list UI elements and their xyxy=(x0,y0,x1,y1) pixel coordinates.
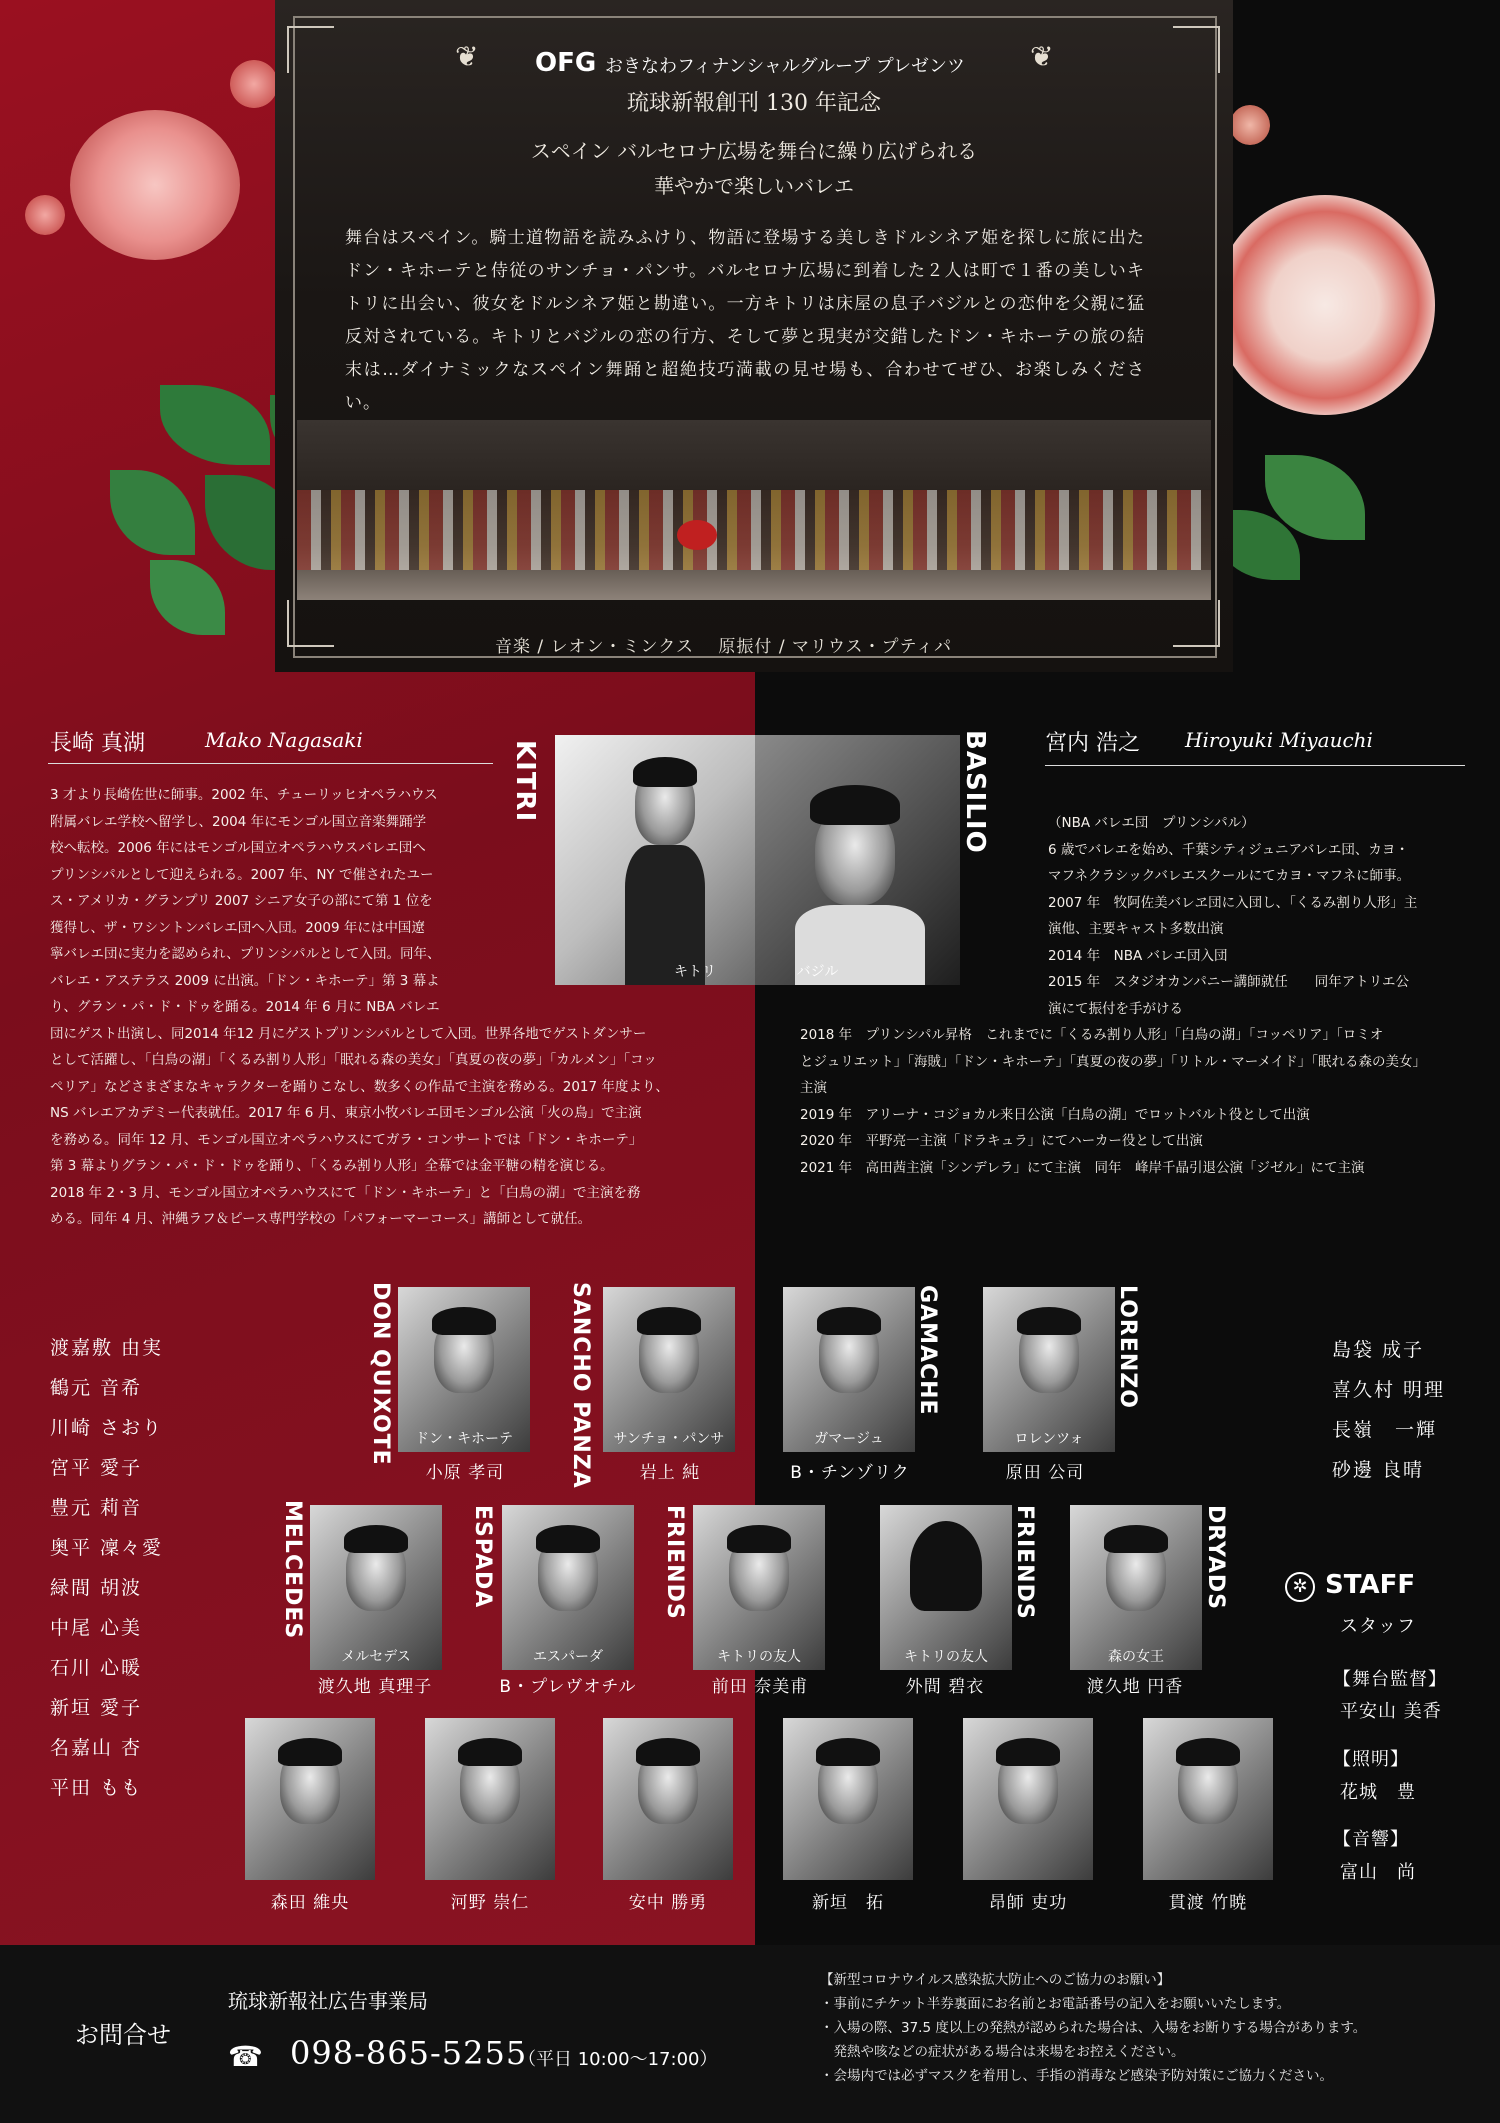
presents-text: おきなわフィナンシャルグループ プレゼンツ xyxy=(605,56,966,77)
cast-name: 貫渡 竹暁 xyxy=(1168,1893,1248,1913)
ensemble-list-right xyxy=(1332,1330,1445,1490)
cast-photo xyxy=(1143,1718,1273,1880)
ensemble-list-left xyxy=(50,1328,163,1808)
list-item: 川崎 さおり xyxy=(50,1417,164,1439)
cast-name: 新垣 拓 xyxy=(812,1893,884,1913)
divider xyxy=(1045,765,1465,766)
cast-photo: ガマージュ xyxy=(783,1287,915,1452)
role-label: MELCEDES xyxy=(280,1500,305,1640)
basilio-bio-top: （NBA バレエ団 プリンシパル） 6 歳でバレエを始め、千葉シティジュニアバレエ団、カヨ・ マフネクラシックバレエスクールにてカヨ・マフネに師事。 2007 年 牧阿佐美バレヱ団に入団し、「くるみ割り人形」主 演他、主要キャスト多数出演 2014 年 NBA バレエ団入団 2015 年 スタジオカンパニー講師就任 同年アトリエ公 演にて振付を手がける xyxy=(1048,815,1418,1017)
cast-photo xyxy=(603,1718,733,1880)
role-label: SANCHO PANZA xyxy=(568,1282,593,1489)
cast-photo xyxy=(783,1718,913,1880)
cast-photo xyxy=(245,1718,375,1880)
role-label: DON QUIXOTE xyxy=(368,1282,393,1466)
kitri-script-name: Mako Nagasaki xyxy=(205,728,363,752)
subtitle-line-1: スペイン バルセロナ広場を舞台に繰り広げられる xyxy=(530,139,978,163)
cast-name: 安中 勝勇 xyxy=(628,1893,708,1913)
staff-subtitle: スタッフ xyxy=(1340,1616,1416,1637)
contact-org: 琉球新報社広告事業局 xyxy=(228,1989,428,2013)
cast-photo: サンチョ・パンサ xyxy=(603,1287,735,1452)
covid-notice: 【新型コロナウイルス感染拡大防止へのご協力のお願い】 ・事前にチケット半券裏面にお名前とお電話番号の記入をお願いいたします。 ・入場の際、37.5 度以上の発熱が認められた場合は、入場をお断りする場合があります。 発熱や咳などの症状がある場合は来場をお控えください。 ・会場内では必ずマスクを着用し、手指の消毒など感染予防対策にご協力ください。 xyxy=(820,1972,1367,2084)
cast-name: B・プレヴオチル xyxy=(499,1677,637,1697)
contact-label: お問合せ xyxy=(75,2021,171,2049)
corner-ornament xyxy=(287,26,334,73)
cast-photo: キトリの友人 xyxy=(693,1505,825,1670)
staff-title: STAFF xyxy=(1325,1570,1416,1600)
cast-name: 外間 碧衣 xyxy=(905,1677,985,1697)
role-label: FRIENDS xyxy=(662,1505,687,1620)
role-label: LORENZO xyxy=(1115,1285,1140,1409)
credits-text: 音楽 / レオン・ミンクス 原振付 / マリウス・プティパ xyxy=(495,637,953,657)
list-item: 中尾 心美 xyxy=(50,1617,143,1639)
corner-ornament xyxy=(1173,26,1220,73)
list-item: 渡嘉敷 由実 xyxy=(50,1337,164,1359)
staff-value: 花城 豊 xyxy=(1340,1782,1416,1803)
role-label: FRIENDS xyxy=(1012,1505,1037,1620)
role-label: DRYADS xyxy=(1203,1505,1228,1610)
list-item: 平田 もも xyxy=(50,1777,143,1799)
stage-photo xyxy=(297,420,1211,600)
list-item: 砂邊 良晴 xyxy=(1332,1459,1425,1481)
ofg-logo: OFG xyxy=(535,48,597,78)
list-item: 島袋 成子 xyxy=(1332,1339,1425,1361)
cast-name: 小原 孝司 xyxy=(425,1463,505,1483)
kitri-caption: キトリ xyxy=(674,964,716,980)
kitri-bio: 3 才より長崎佐世に師事。2002 年、チューリッヒオペラハウス 附属バレエ学校へ留学し、2004 年にモンゴル国立音楽舞踊学 校へ転校。2006 年にはモンゴル国立オペラハウスバレエ団へ プリンシパルとして迎えられる。2007 年、NY で催されたユー ス・アメリカ・グランプリ 2007 シニア女子の部にて第 1 位を 獲得し、ザ・ワシントンバレエ団へ入団。2009 年には中国遼 寧バレエ団に実力を認められ、プリンシパルとして入団。同年、 バレエ・アステラス 2009 に出演。「ドン・キホーテ」第 3 幕よ り、グラン・パ・ド・ドゥを踊る。2014 年 6 月に NBA バレエ 団にゲスト出演し、同2014 年12 月にゲストプリンシパルとして入団。世界各地でゲストダンサー として活躍し、「白鳥の湖」「くるみ割り人形」「眠れる森の美女」「真夏の夜の夢」「カルメン」「コッ ペリア」などさまざまなキャラクターを踊りこなし、数多くの作品で主演を務める。2017 年度より、 NS バレエアカデミー代表就任。2017 年 6 月、東京小牧バレエ団モンゴル公演「火の鳥」で主演 を務める。同年 12 月、モンゴル国立オペラハウスにてガラ・コンサートでは「ドン・キホーテ」 第 3 幕よりグラン・パ・ド・ドゥを踊り、「くるみ割り人形」全幕では金平糖の精を演じる。 2018 年 2・3 月、モンゴル国立オペラハウスにて「ドン・キホーテ」と「白鳥の湖」で主演を務 める。同年 4 月、沖縄ラフ＆ピース専門学校の「パフォーマーコース」講師として就任。 xyxy=(50,787,669,1227)
list-item: 長嶺 一輝 xyxy=(1332,1419,1438,1441)
subtitle-line-2: 華やかで楽しいバレエ xyxy=(654,174,854,198)
ornament-icon: ❦ xyxy=(1030,40,1054,73)
phone-number[interactable]: 098-865-5255 xyxy=(290,2034,528,2072)
cast-name: 岩上 純 xyxy=(639,1463,701,1483)
cast-name: 昂師 吏功 xyxy=(988,1893,1068,1913)
cast-photo: ドン・キホーテ xyxy=(398,1287,530,1452)
phone-icon: ☎ xyxy=(228,2040,263,2073)
basilio-photo xyxy=(755,735,960,985)
basilio-bio-bottom: 2018 年 プリンシパル昇格 これまでに「くるみ割り人形」「白鳥の湖」「コッペリア」「ロミオ とジュリエット」「海賊」「ドン・キホーテ」「真夏の夜の夢」「リトル・マーメイド」「眠れる森の美女」 主演 2019 年 アリーナ・コジョカル来日公演「白鳥の湖」でロットバルト役として出演 2020 年 平野亮一主演「ドラキュラ」にてハーカー役として出演 2021 年 高田茜主演「シンデレラ」にて主演 同年 峰岸千晶引退公演「ジゼル」にて主演 xyxy=(800,1027,1426,1176)
cast-name: 前田 奈美甫 xyxy=(711,1677,809,1697)
kitri-name: 長崎 真湖 xyxy=(50,731,145,756)
kitri-role-label: KITRI xyxy=(510,740,540,823)
list-item: 新垣 愛子 xyxy=(50,1697,143,1719)
role-label: GAMACHE xyxy=(915,1285,940,1416)
role-label: ESPADA xyxy=(470,1505,495,1609)
staff-label: 【照明】 xyxy=(1333,1749,1409,1770)
list-item: 奥平 凜々愛 xyxy=(50,1537,164,1559)
staff-flower-icon: ✲ xyxy=(1285,1572,1315,1602)
synopsis-text: 舞台はスペイン。騎士道物語を読みふけり、物語に登場する美しきドルシネア姫を探しに旅に出たドン・キホーテと侍従のサンチョ・パンサ。バルセロナ広場に到着した２人は町で１番の美しいキトリに出会い、彼女をドルシネア姫と勘違い。一方キトリは床屋の息子バジルとの恋仲を父親に猛反対されている。キトリとバジルの恋の行方、そして夢と現実が交錯したドン・キホーテの旅の結末は…ダイナミックなスペイン舞踊と超絶技巧満載の見せ場も、合わせてぜひ、お楽しみください。 xyxy=(345,228,1145,413)
staff-value: 富山 尚 xyxy=(1340,1862,1416,1883)
list-item: 緑間 胡波 xyxy=(50,1577,143,1599)
staff-value: 平安山 美香 xyxy=(1340,1701,1442,1722)
cast-photo: ロレンツォ xyxy=(983,1287,1115,1452)
basilio-script-name: Hiroyuki Miyauchi xyxy=(1185,728,1373,752)
basilio-name: 宮内 浩之 xyxy=(1045,731,1140,756)
basilio-role-label: BASILIO xyxy=(960,730,990,854)
hero-panel xyxy=(275,0,1233,672)
cast-photo: 森の女王 xyxy=(1070,1505,1202,1670)
corner-ornament xyxy=(1173,600,1220,647)
list-item: 喜久村 明理 xyxy=(1332,1379,1446,1401)
cast-photo: エスパーダ xyxy=(502,1505,634,1670)
list-item: 名嘉山 杏 xyxy=(50,1737,143,1759)
cast-name: 原田 公司 xyxy=(1005,1463,1085,1483)
staff-label: 【舞台監督】 xyxy=(1333,1669,1447,1690)
cast-photo xyxy=(425,1718,555,1880)
cast-photo: キトリの友人 xyxy=(880,1505,1012,1670)
cast-name: 渡久地 円香 xyxy=(1086,1677,1184,1697)
cast-photo xyxy=(963,1718,1093,1880)
list-item: 宮平 愛子 xyxy=(50,1457,143,1479)
list-item: 石川 心暖 xyxy=(50,1657,143,1679)
divider xyxy=(48,763,493,764)
anniversary-title: 琉球新報創刊 130 年記念 xyxy=(627,91,881,116)
ornament-icon: ❦ xyxy=(455,40,479,73)
basilio-caption: バジル xyxy=(796,964,839,980)
cast-photo: メルセデス xyxy=(310,1505,442,1670)
list-item: 鶴元 音希 xyxy=(50,1377,143,1399)
list-item: 豊元 莉音 xyxy=(50,1497,143,1519)
corner-ornament xyxy=(287,600,334,647)
phone-hours: （平日 10:00〜17:00） xyxy=(518,2049,718,2070)
cast-name: 河野 崇仁 xyxy=(450,1893,530,1913)
staff-label: 【音響】 xyxy=(1333,1829,1409,1850)
cast-name: 渡久地 真理子 xyxy=(317,1677,433,1697)
cast-name: 森田 維央 xyxy=(270,1893,350,1913)
cast-name: B・チンゾリク xyxy=(790,1463,910,1483)
